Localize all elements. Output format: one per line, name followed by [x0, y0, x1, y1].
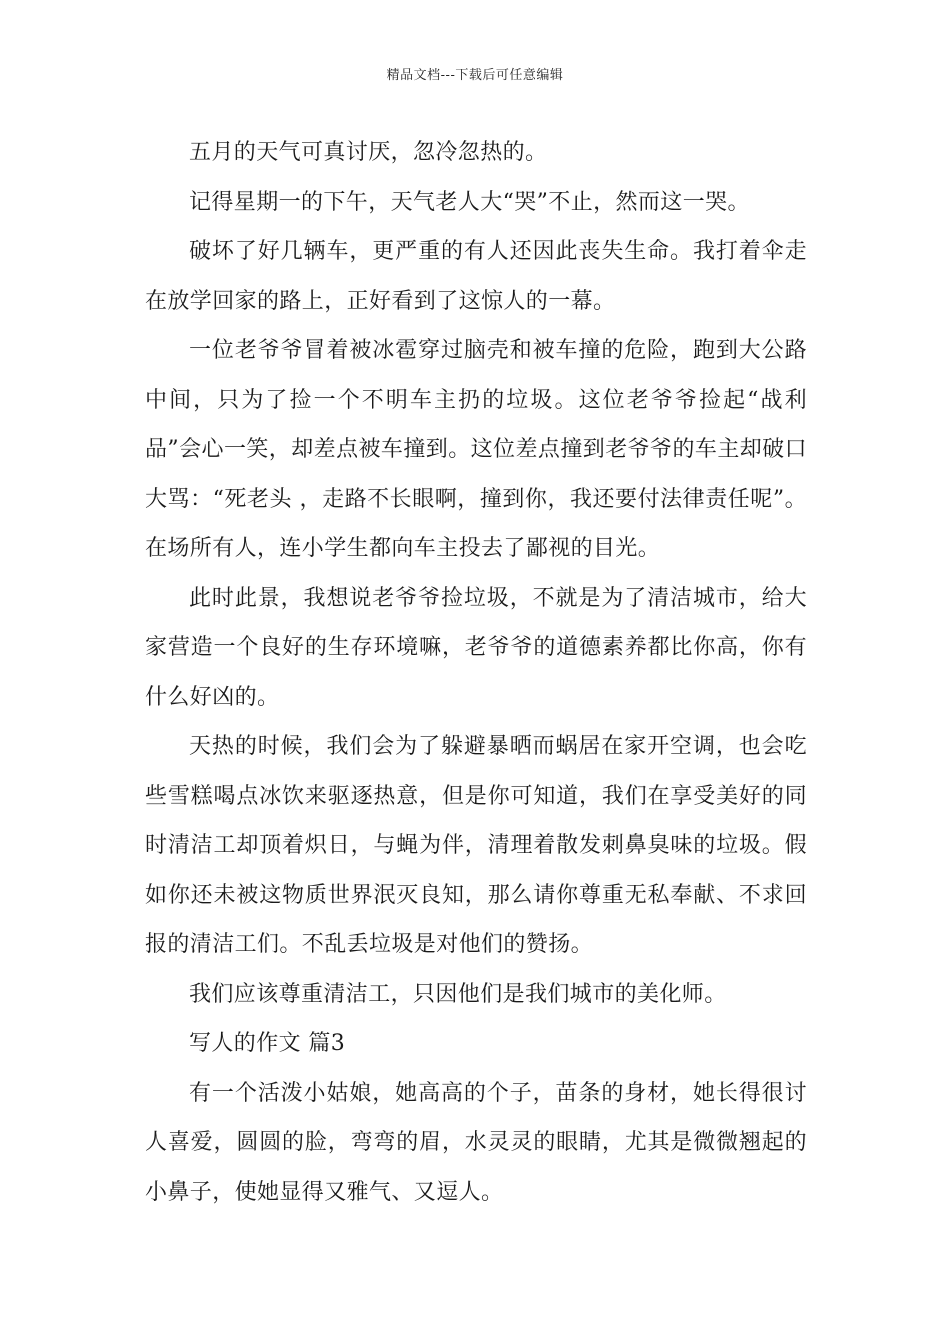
section-heading: 写人的作文 篇3 [189, 1031, 346, 1056]
paragraph-5: 此时此景，我想说老爷爷捡垃圾，不就是为了清洁城市，给大家营造一个良好的生存环境嘛，老爷爷的道德素养都比你高，你有什么好凶的。 [145, 585, 807, 710]
paragraph-4: 一位老爷爷冒着被冰雹穿过脑壳和被车撞的危险，跑到大公路中间，只为了捡一个不明车主扔的垃圾。这位老爷爷捡起“战利品”会心一笑，却差点被车撞到。这位差点撞到老爷爷的车主却破口大骂：“死老头 ，走路不长眼啊，撞到你，我还要付法律责任呢”。在场所有人，连小学生都向车主投去了鄙视的目光。 [145, 338, 807, 561]
page-header: 精品文档---下载后可任意编辑 [386, 68, 564, 83]
paragraph-6: 天热的时候，我们会为了躲避暴晒而蜗居在家开空调，也会吃些雪糕喝点冰饮来驱逐热意，但是你可知道，我们在享受美好的同时清洁工却顶着炽日，与蝇为伴，清理着散发刺鼻臭味的垃圾。假如你还未被这物质世界泯灭良知，那么请你尊重无私奉献、不求回报的清洁工们。不乱丢垃圾是对他们的赞扬。 [145, 734, 807, 957]
paragraph-7: 我们应该尊重清洁工，只因他们是我们城市的美化师。 [189, 981, 727, 1007]
paragraph-2: 记得星期一的下午，天气老人大“哭”不止，然而这一哭。 [189, 189, 750, 215]
paragraph-3: 破坏了好几辆车，更严重的有人还因此丧失生命。我打着伞走在放学回家的路上，正好看到了这惊人的一幕。 [145, 239, 807, 314]
document-body [145, 128, 807, 1217]
paragraph-1: 五月的天气可真讨厌，忽冷忽热的。 [189, 140, 548, 165]
paragraph-8: 有一个活泼小姑娘，她高高的个子，苗条的身材，她长得很讨人喜爱，圆圆的脸，弯弯的眉，水灵灵的眼睛，尤其是微微翘起的小鼻子，使她显得又雅气、又逗人。 [145, 1080, 807, 1205]
